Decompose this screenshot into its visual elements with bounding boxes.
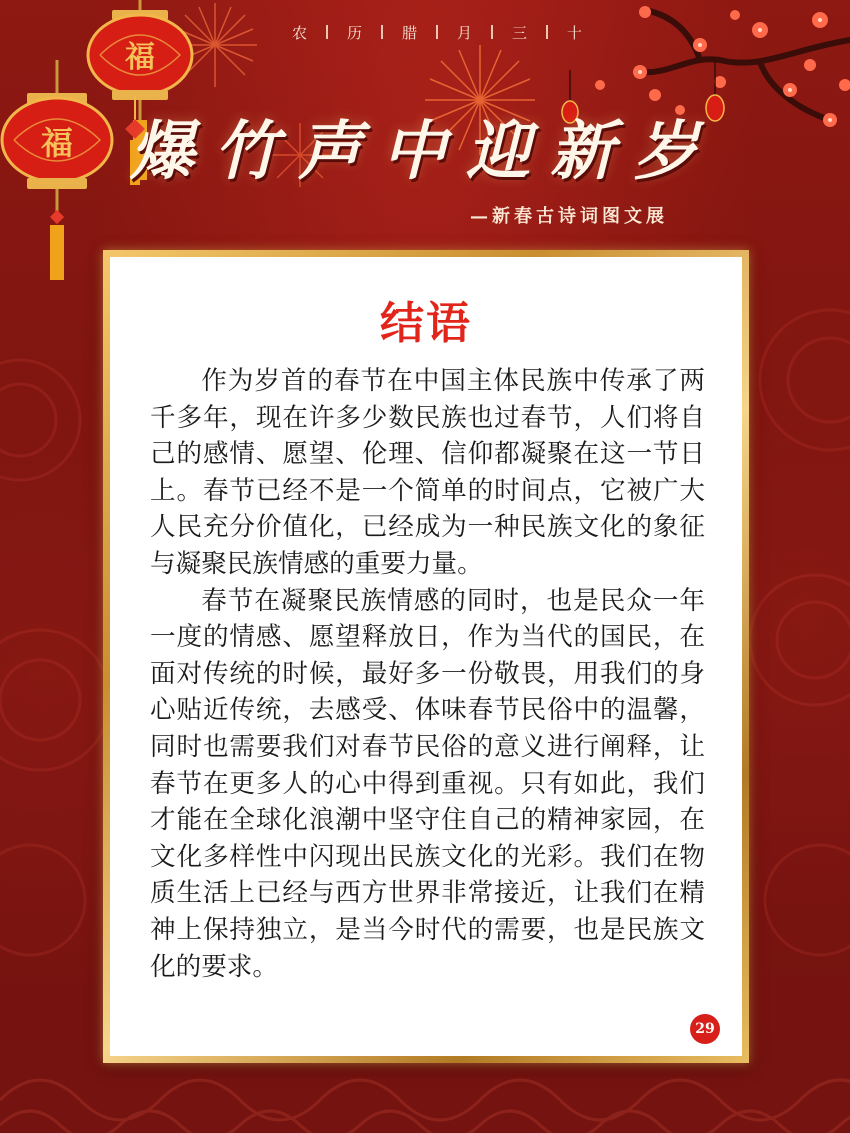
lunar-date-char: 三: [511, 23, 527, 42]
paragraph: 作为岁首的春节在中国主体民族中传承了两千多年，现在许多少数民族也过春节，人们将自己的感情、愿望、伦理、信仰都凝聚在这一节日上。春节已经不是一个简单的时间点，它被广大人民充分价值化，已经成为一种民族文化的象征与凝聚民族情感的重要力量。: [150, 366, 705, 579]
lantern-fu-text-2: 福: [40, 124, 73, 162]
poster-subtitle: —新春古诗词图文展: [470, 206, 668, 227]
lunar-date-char: 历: [346, 23, 362, 42]
lunar-date-row: [292, 19, 582, 45]
body-text: [150, 363, 705, 985]
lunar-date-divider: [436, 25, 438, 39]
lantern-icon-2: [2, 60, 112, 280]
content-card: [110, 257, 742, 1056]
poster-title: 爆竹声中迎新岁: [130, 114, 718, 189]
lunar-date-divider: [381, 25, 383, 39]
lunar-date-divider: [491, 25, 493, 39]
lunar-date-char: 腊: [401, 23, 417, 42]
lunar-date-divider: [326, 25, 328, 39]
section-heading: 结语: [380, 298, 472, 349]
lantern-fu-text-1: 福: [125, 40, 155, 75]
lunar-date-char: 月: [456, 23, 472, 42]
lunar-date-char: 十: [566, 23, 582, 42]
lunar-date-char: 农: [292, 23, 308, 42]
page-number-badge: 29: [690, 1014, 720, 1044]
lunar-date-divider: [546, 25, 548, 39]
paragraph: 春节在凝聚民族情感的同时，也是民众一年一度的情感、愿望释放日，作为当代的国民，在面对传统的时候，最好多一份敬畏，用我们的身心贴近传统，去感受、体味春节民俗中的温馨，同时也需要我们对春节民俗的意义进行阐释，让春节在更多人的心中得到重视。只有如此，我们才能在全球化浪潮中坚守住自己的精神家园，在文化多样性中闪现出民族文化的光彩。我们在物质生活上已经与西方世界非常接近，让我们在精神上保持独立，是当今时代的需要，也是民族文化的要求。: [150, 585, 705, 982]
